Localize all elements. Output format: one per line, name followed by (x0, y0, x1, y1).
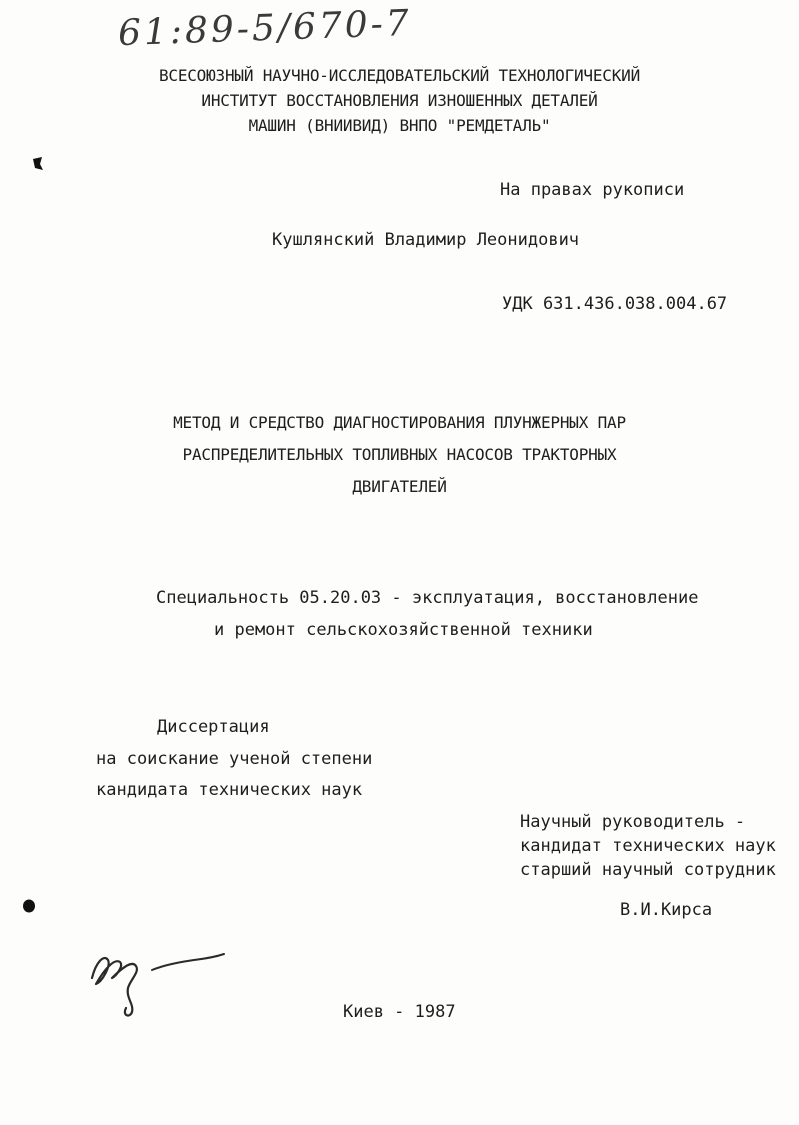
dissertation-line-3: кандидата технических наук (96, 780, 363, 800)
supervisor-title: Научный руководитель - (520, 812, 746, 832)
institution-line-1: ВСЕСОЮЗНЫЙ НАУЧНО-ИССЛЕДОВАТЕЛЬСКИЙ ТЕХНОЛОГИЧЕСКИЙ (158, 66, 641, 85)
institution-line-3: МАШИН (ВНИИВИД) ВНПО "РЕМДЕТАЛЬ" (248, 116, 551, 135)
title-line-3: ДВИГАТЕЛЕЙ (352, 477, 447, 496)
place-and-year: Киев - 1987 (343, 1002, 456, 1022)
udk-code: УДК 631.436.038.004.67 (502, 294, 728, 314)
manuscript-rights: На правах рукописи (500, 180, 685, 200)
specialty-line-2: и ремонт сельскохозяйственной техники (214, 620, 593, 640)
dissertation-line-1: Диссертация (157, 717, 270, 737)
ink-blot-top (30, 155, 46, 173)
ink-blot-bottom (20, 897, 38, 915)
title-line-2: РАСПРЕДЕЛИТЕЛЬНЫХ ТОПЛИВНЫХ НАСОСОВ ТРАКТОРНЫХ (182, 445, 617, 464)
dissertation-line-2: на соискание ученой степени (96, 749, 373, 769)
specialty-line-1: Специальность 05.20.03 - эксплуатация, восстановление (156, 588, 699, 608)
handwritten-signature (82, 940, 232, 1020)
title-line-1: МЕТОД И СРЕДСТВО ДИАГНОСТИРОВАНИЯ ПЛУНЖЕРНЫХ ПАР (173, 413, 626, 432)
supervisor-degree: кандидат технических наук (520, 836, 776, 856)
supervisor-name: В.И.Кирса (620, 900, 713, 920)
author-name: Кушлянский Владимир Леонидович (272, 230, 580, 250)
institution-line-2: ИНСТИТУТ ВОССТАНОВЛЕНИЯ ИЗНОШЕННЫХ ДЕТАЛЕЙ (201, 91, 598, 110)
archive-number-handwritten: 61:89-5/670-7 (117, 2, 413, 55)
supervisor-rank: старший научный сотрудник (520, 860, 776, 880)
